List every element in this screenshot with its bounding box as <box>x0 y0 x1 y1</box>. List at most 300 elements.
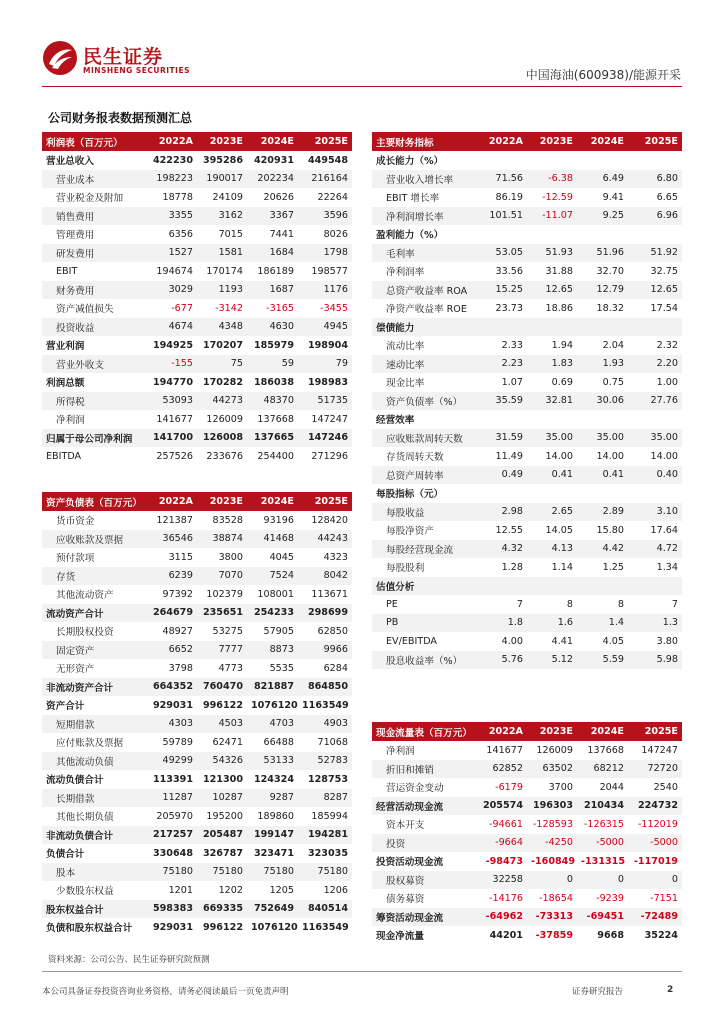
row-value: 8 <box>566 598 573 610</box>
row-label: 投资 <box>372 834 477 853</box>
row-label: 存货周转天数 <box>386 452 444 464</box>
page-number: 2 <box>667 985 674 995</box>
row-value: 121300 <box>202 773 243 785</box>
table-row <box>42 392 352 411</box>
row-value <box>477 484 527 503</box>
row-value: 205970 <box>156 810 193 822</box>
row-value: 1687 <box>247 281 298 300</box>
year-header: 2022A <box>477 132 527 151</box>
row-value: 121387 <box>156 514 193 526</box>
row-value: 83528 <box>212 514 243 526</box>
table-row <box>372 410 682 429</box>
table-row <box>372 651 682 670</box>
row-value: 141677 <box>156 413 193 425</box>
row-value: 7070 <box>197 567 247 586</box>
table-row <box>42 918 352 937</box>
table-row <box>42 752 352 771</box>
row-value: -3165 <box>266 302 294 314</box>
year-header: 2025E <box>298 492 352 511</box>
row-value: 4348 <box>197 318 247 337</box>
row-label: 经营活动现金流 <box>372 797 477 816</box>
row-label: 归属于母公司净利润 <box>42 429 147 448</box>
row-value: 1.34 <box>656 561 678 573</box>
row-label: 管理费用 <box>56 230 95 242</box>
row-value: 185979 <box>253 339 294 351</box>
row-value: 8026 <box>323 228 348 240</box>
row-value: 1.14 <box>551 561 573 573</box>
row-label: 净资产收益率 ROE <box>386 304 467 316</box>
row-value: 14.00 <box>650 450 678 462</box>
row-label: PB <box>372 614 477 633</box>
footer-disclaimer: 本公司具备证券投资咨询业务资格，请务必阅读最后一页免责声明 <box>42 987 289 997</box>
row-label: 债务募资 <box>386 894 425 906</box>
row-value: 2.04 <box>602 339 624 351</box>
row-value: 3596 <box>298 207 352 226</box>
balance-sheet-table <box>42 492 352 937</box>
row-value: 5.98 <box>628 651 682 670</box>
row-value: 17.64 <box>650 524 678 536</box>
row-value <box>477 410 527 429</box>
row-value: 7524 <box>247 567 298 586</box>
row-value: -7151 <box>650 892 678 904</box>
row-value: 4.41 <box>551 635 573 647</box>
row-value: 97392 <box>162 588 193 600</box>
row-value: 3115 <box>168 551 193 563</box>
year-header: 2023E <box>197 132 247 151</box>
table-row <box>42 511 352 530</box>
table-row <box>42 900 352 919</box>
row-value: 54326 <box>197 752 247 771</box>
row-value: 0 <box>527 871 577 890</box>
row-value: 4703 <box>247 715 298 734</box>
row-value: 1684 <box>247 244 298 263</box>
row-value: 4773 <box>218 662 243 674</box>
row-value: 0 <box>577 871 628 890</box>
row-value: -117019 <box>633 855 678 867</box>
row-value: -126315 <box>583 818 624 830</box>
row-value: 8873 <box>247 641 298 660</box>
table-title: 现金流量表（百万元） <box>372 722 477 741</box>
row-value: 3029 <box>147 281 197 300</box>
table-row <box>42 207 352 226</box>
table-row <box>372 207 682 226</box>
table-row <box>42 807 352 826</box>
row-value: 254233 <box>247 604 298 623</box>
row-value: 5.59 <box>577 651 628 670</box>
section-title: 公司财务报表数据预测汇总 <box>48 111 193 125</box>
row-value: 422230 <box>152 154 193 166</box>
row-label: EBIT 增长率 <box>386 193 440 205</box>
table-row <box>372 834 682 853</box>
row-value: 205487 <box>197 826 247 845</box>
row-value: 63502 <box>527 760 577 779</box>
row-value: 137665 <box>247 429 298 448</box>
row-value: 6.49 <box>577 170 628 189</box>
row-label: 资产负债率（%） <box>372 392 477 411</box>
row-value <box>628 484 682 503</box>
row-value: 1.83 <box>527 355 577 374</box>
row-value: 395286 <box>202 154 243 166</box>
row-label: 每股收益 <box>372 503 477 522</box>
row-value: 235651 <box>197 604 247 623</box>
row-value: 6.65 <box>656 191 678 203</box>
row-value: 2.65 <box>527 503 577 522</box>
row-value: 1202 <box>218 884 243 896</box>
row-value: 7 <box>516 598 523 610</box>
row-value: 170207 <box>202 339 243 351</box>
row-label: 长期股权投资 <box>56 627 114 639</box>
table-row <box>42 789 352 808</box>
row-value: 4.00 <box>501 635 523 647</box>
row-value: -6.38 <box>527 170 577 189</box>
row-label: 流动负债合计 <box>46 775 104 787</box>
row-value: 6.96 <box>628 207 682 226</box>
table-row <box>42 336 352 355</box>
row-value: 36546 <box>147 530 197 549</box>
row-value: 62471 <box>212 736 243 748</box>
row-label: 偿债能力 <box>372 318 477 337</box>
table-row <box>372 281 682 300</box>
row-value: 0.41 <box>527 466 577 485</box>
row-value: 71068 <box>317 736 348 748</box>
row-value: 75180 <box>247 863 298 882</box>
table-row <box>372 336 682 355</box>
year-header: 2024E <box>247 492 298 511</box>
row-value: 10287 <box>197 789 247 808</box>
row-label: 成长能力（%） <box>376 156 444 168</box>
row-label: 营业税金及附加 <box>56 193 124 205</box>
row-value: 3355 <box>147 207 197 226</box>
row-value: 4630 <box>247 318 298 337</box>
table-row <box>372 741 682 760</box>
row-value: 7777 <box>197 641 247 660</box>
row-value: 7 <box>671 598 678 610</box>
row-label: 资产合计 <box>46 701 85 713</box>
row-value: 9966 <box>298 641 352 660</box>
table-row <box>42 410 352 429</box>
row-value: 53275 <box>212 625 243 637</box>
row-value: -14176 <box>489 892 523 904</box>
row-label: 估值分析 <box>372 577 477 596</box>
row-label: 应付账款及票据 <box>56 738 124 750</box>
row-value: 194770 <box>152 376 193 388</box>
table-row <box>372 852 682 871</box>
row-value: 840514 <box>298 900 352 919</box>
row-value: 48370 <box>247 392 298 411</box>
row-value: 75 <box>197 355 247 374</box>
row-value: -18654 <box>539 892 573 904</box>
logo-text-en: MINSHENG SECURITIES <box>83 66 190 75</box>
row-value: 101.51 <box>477 207 527 226</box>
table-row <box>372 760 682 779</box>
row-value: 669335 <box>197 900 247 919</box>
row-value: 53.05 <box>477 244 527 263</box>
footer-report-type: 证券研究报告 <box>572 987 624 997</box>
row-value: 4.32 <box>477 540 527 559</box>
row-value: 1.25 <box>602 561 624 573</box>
table-row <box>42 826 352 845</box>
row-value: -9239 <box>596 892 624 904</box>
row-label: 流动比率 <box>386 341 425 353</box>
row-value: 6356 <box>168 228 193 240</box>
row-label: 每股股利 <box>386 563 425 575</box>
row-value: 17.54 <box>650 302 678 314</box>
table-row <box>42 567 352 586</box>
table-row <box>372 595 682 614</box>
row-value: 194925 <box>152 339 193 351</box>
row-value: 1.00 <box>656 376 678 388</box>
row-value <box>577 225 628 244</box>
row-value: 147246 <box>298 429 352 448</box>
row-value: 323035 <box>307 847 348 859</box>
income-statement-table <box>42 132 352 466</box>
row-value: 1193 <box>197 281 247 300</box>
row-value: 113391 <box>152 773 193 785</box>
row-value: 194674 <box>156 265 193 277</box>
row-value: -3142 <box>215 302 243 314</box>
table-row <box>42 447 352 466</box>
row-value <box>577 484 628 503</box>
table-row <box>42 262 352 281</box>
row-value: 18.86 <box>545 302 573 314</box>
row-value: 210434 <box>577 797 628 816</box>
table-row <box>372 577 682 596</box>
row-value: -64962 <box>477 908 527 927</box>
row-value: 1.8 <box>477 614 527 633</box>
row-label: 少数股东权益 <box>56 886 114 898</box>
row-value: 9287 <box>247 789 298 808</box>
row-value: 33.56 <box>495 265 523 277</box>
row-value: -94661 <box>489 818 523 830</box>
row-label: 非流动资产合计 <box>42 678 147 697</box>
table-row <box>42 881 352 900</box>
table-row <box>372 614 682 633</box>
row-value: 326787 <box>202 847 243 859</box>
row-value: 53093 <box>147 392 197 411</box>
row-value: 124324 <box>253 773 294 785</box>
table-row <box>42 373 352 392</box>
row-label: 股东权益合计 <box>42 900 147 919</box>
row-value: 1076120 <box>251 699 298 711</box>
row-value: 4323 <box>323 551 348 563</box>
row-value <box>577 318 628 337</box>
company-ticker: 中国海油(600938)/能源开采 <box>525 68 681 82</box>
table-title: 利润表（百万元） <box>42 132 147 151</box>
row-value: 1163549 <box>302 699 349 711</box>
row-value <box>527 484 577 503</box>
row-value: 2.20 <box>628 355 682 374</box>
row-label: 营业外收支 <box>42 355 147 374</box>
row-value: 1.93 <box>577 355 628 374</box>
table-row <box>42 641 352 660</box>
year-header: 2025E <box>628 722 682 741</box>
row-value: 1581 <box>197 244 247 263</box>
row-label: 资产减值损失 <box>56 304 114 316</box>
table-row <box>42 604 352 623</box>
row-value: 185994 <box>311 810 348 822</box>
table-row <box>42 530 352 549</box>
row-label: 经营效率 <box>376 415 415 427</box>
row-value: 141700 <box>147 429 197 448</box>
row-value: 126009 <box>536 744 573 756</box>
row-value: 4945 <box>298 318 352 337</box>
row-value: 233676 <box>206 450 243 462</box>
row-value: 31.88 <box>545 265 573 277</box>
row-value: 75180 <box>197 863 247 882</box>
row-value <box>527 225 577 244</box>
row-value: 2.32 <box>656 339 678 351</box>
row-value: 1076120 <box>251 921 298 933</box>
row-value: 195200 <box>206 810 243 822</box>
row-label: 股息收益率（%） <box>372 651 477 670</box>
row-value: 72720 <box>628 760 682 779</box>
row-value: 664352 <box>147 678 197 697</box>
row-value: 35.00 <box>577 429 628 448</box>
row-label: 负债和股东权益合计 <box>46 923 133 935</box>
row-value: 1163549 <box>302 921 349 933</box>
table-row <box>372 447 682 466</box>
table-row <box>42 696 352 715</box>
row-value: -6179 <box>495 781 523 793</box>
row-value <box>527 151 577 170</box>
row-value: 8287 <box>298 789 352 808</box>
table-header-row <box>372 722 682 741</box>
row-value: 128753 <box>307 773 348 785</box>
row-value: 7015 <box>218 228 243 240</box>
row-label: 投资收益 <box>42 318 147 337</box>
table-row <box>372 392 682 411</box>
table-header-row <box>42 492 352 511</box>
row-value: 59 <box>247 355 298 374</box>
year-header: 2022A <box>477 722 527 741</box>
table-row <box>372 503 682 522</box>
row-value: 126008 <box>197 429 247 448</box>
row-value <box>477 577 527 596</box>
row-value: 330648 <box>152 847 193 859</box>
table-row <box>372 170 682 189</box>
row-label: 负债合计 <box>46 849 85 861</box>
table-row <box>372 188 682 207</box>
table-row <box>372 871 682 890</box>
row-value: 68212 <box>577 760 628 779</box>
row-value: -5000 <box>577 834 628 853</box>
row-value: 14.00 <box>596 450 624 462</box>
row-value <box>477 318 527 337</box>
table-row <box>372 151 682 170</box>
row-value: 15.80 <box>596 524 624 536</box>
row-value: 51.96 <box>577 244 628 263</box>
row-value: 4503 <box>197 715 247 734</box>
row-value <box>527 577 577 596</box>
row-value: 5535 <box>269 662 294 674</box>
row-label: 流动资产合计 <box>42 604 147 623</box>
row-value: 62850 <box>317 625 348 637</box>
row-value: 12.65 <box>628 281 682 300</box>
row-value: 996122 <box>202 921 243 933</box>
row-value: 18.32 <box>596 302 624 314</box>
row-value <box>577 577 628 596</box>
row-value: 205574 <box>477 797 527 816</box>
year-header: 2025E <box>298 132 352 151</box>
row-label: 其他流动资产 <box>56 590 114 602</box>
table-row <box>42 355 352 374</box>
year-header: 2023E <box>197 492 247 511</box>
row-value: 2.23 <box>477 355 527 374</box>
row-value: 2044 <box>599 781 624 793</box>
row-label: 总资产收益率 ROA <box>372 281 477 300</box>
row-value: 6652 <box>147 641 197 660</box>
row-value: 1.6 <box>527 614 577 633</box>
row-value: 52783 <box>298 752 352 771</box>
row-value: 271296 <box>311 450 348 462</box>
row-value: 1798 <box>298 244 352 263</box>
table-row <box>42 659 352 678</box>
table-row <box>42 188 352 207</box>
table-row <box>372 355 682 374</box>
row-label: 营运资金变动 <box>386 783 444 795</box>
table-row <box>42 678 352 697</box>
row-value <box>527 410 577 429</box>
row-value: 20626 <box>263 191 294 203</box>
row-label: 现金净流量 <box>376 931 424 943</box>
row-value: 598383 <box>147 900 197 919</box>
table-row <box>372 299 682 318</box>
table-row <box>372 540 682 559</box>
row-value: 38874 <box>197 530 247 549</box>
row-value: 41468 <box>247 530 298 549</box>
row-value: 35.00 <box>628 429 682 448</box>
row-value: -11.07 <box>527 207 577 226</box>
row-value: -3455 <box>320 302 348 314</box>
row-value: 6239 <box>147 567 197 586</box>
row-label: 毛利率 <box>372 244 477 263</box>
row-value: 186189 <box>257 265 294 277</box>
row-value: 7441 <box>269 228 294 240</box>
row-value: 12.55 <box>495 524 523 536</box>
year-header: 2024E <box>577 132 628 151</box>
row-value: 53133 <box>247 752 298 771</box>
table-row <box>372 778 682 797</box>
table-row <box>42 151 352 170</box>
row-value <box>628 225 682 244</box>
row-value: -9664 <box>477 834 527 853</box>
row-value: 449548 <box>307 154 348 166</box>
row-value: -160849 <box>531 855 576 867</box>
row-label: 非流动负债合计 <box>42 826 147 845</box>
table-row <box>372 244 682 263</box>
row-label: 短期借款 <box>42 715 147 734</box>
row-value: 102379 <box>206 588 243 600</box>
row-value: 32258 <box>477 871 527 890</box>
row-value: 254400 <box>257 450 294 462</box>
table-header-row <box>42 132 352 151</box>
row-value: 1.3 <box>628 614 682 633</box>
row-value: 128420 <box>311 514 348 526</box>
row-value: 137668 <box>257 413 294 425</box>
row-label: EV/EBITDA <box>386 635 437 647</box>
row-value: 147247 <box>311 413 348 425</box>
row-value: 2.33 <box>501 339 523 351</box>
row-value: 6.80 <box>628 170 682 189</box>
table-row <box>372 521 682 540</box>
key-ratios-table <box>372 132 682 669</box>
row-label: 其他流动负债 <box>42 752 147 771</box>
row-value: 8 <box>617 598 624 610</box>
row-value: 113671 <box>311 588 348 600</box>
row-value: 2.89 <box>577 503 628 522</box>
row-value: 198904 <box>307 339 348 351</box>
row-value: -12.59 <box>542 191 573 203</box>
